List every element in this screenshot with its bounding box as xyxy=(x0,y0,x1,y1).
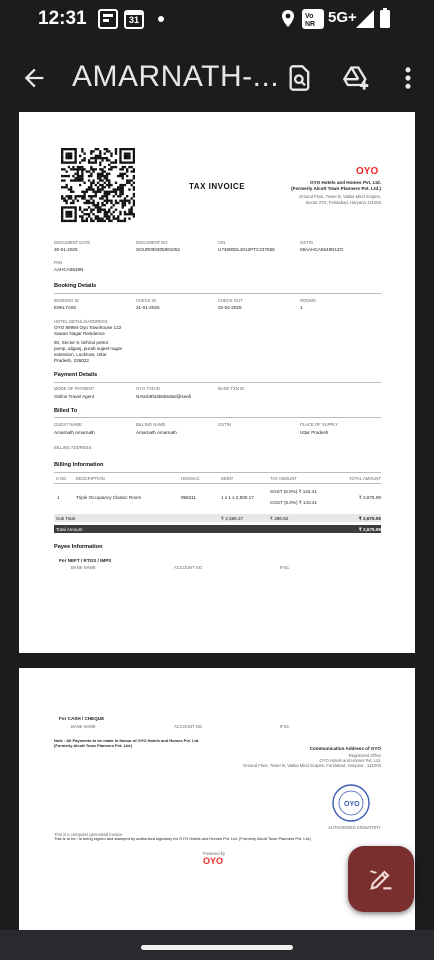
gesture-handle[interactable] xyxy=(141,945,293,950)
document-title: AMARNATH-... xyxy=(72,60,280,93)
billed-section-title: Billed To xyxy=(54,408,78,414)
notification-icon xyxy=(98,9,118,29)
billed-label-gstin: GSTIN xyxy=(218,422,231,427)
company-former-name: (Formerly Alcott Town Planners Pvt. Ltd.) xyxy=(291,186,381,191)
footer-line: This is a computer generated invoice xyxy=(54,832,123,837)
cash-col: ACCOUNT NO xyxy=(174,724,203,729)
subtotal-amount: ₹ 2,675.09 xyxy=(358,516,381,521)
row-total: ₹ 2,675.09 xyxy=(358,495,381,500)
subtotal-label: Sub Total xyxy=(56,516,76,521)
subtotal-row xyxy=(54,514,381,522)
table-header: TAX AMOUNT xyxy=(270,476,297,481)
subtotal-tax: ₹ 286.82 xyxy=(270,516,289,521)
communication-title: Communication Address of OYO xyxy=(309,746,381,751)
payment-label-bank: BANK TXN ID xyxy=(218,386,245,391)
neft-col: ACCOUNT NO xyxy=(174,565,203,570)
guest-name: Amarnath Amarnath xyxy=(54,430,95,435)
table-header: S.NO xyxy=(56,476,67,481)
row-hsn: 996311 xyxy=(181,495,196,500)
row-tax-cgst: CGST (6.0%) ₹ 143.41 xyxy=(270,500,318,505)
cash-label: For CASH / CHEQUE xyxy=(59,716,105,721)
app-bar xyxy=(0,48,434,108)
table-header: DEBIT xyxy=(221,476,234,481)
booking-section-title: Booking Details xyxy=(54,283,97,289)
payment-mode: Online Travel Agent xyxy=(54,394,95,399)
svg-text:NR: NR xyxy=(305,21,316,28)
neft-col: BANK NAME xyxy=(71,565,96,570)
billed-label-billing: BILLING NAME xyxy=(136,422,166,427)
pan-value: AAHCA5549N xyxy=(54,267,84,272)
cash-col: IFSC xyxy=(280,724,290,729)
oyo-txn-id: NA0cb8fa3b6b5d6d@seafi xyxy=(136,394,191,399)
row-debit: 1 x 1 x 2,500.17 xyxy=(221,495,254,500)
booking-label-checkin: CHECK IN xyxy=(136,298,157,303)
qr-code-icon xyxy=(61,148,135,224)
table-header: DESCRIPTION xyxy=(76,476,105,481)
company-address-2: Sector 27D, Faridabad, Haryana 121003 xyxy=(305,200,381,205)
invoice-title: TAX INVOICE xyxy=(189,182,246,191)
row-tax-sgst: SGST (6.0%) ₹ 143.41 xyxy=(270,489,317,494)
divider xyxy=(54,472,381,473)
company-address-1: Ground Floor, Tower B, Vatika Mind Scapes, xyxy=(298,194,381,199)
rooms-count: 1 xyxy=(300,305,303,310)
communication-line: Ground Floor, Tower B, Vatika Mind Scapes, Faridabad, Haryana - 121003 xyxy=(243,763,381,768)
payment-label-txn: OYO TXN ID xyxy=(136,386,161,391)
drive-add-icon[interactable] xyxy=(342,64,370,92)
edit-pen-icon xyxy=(367,865,395,893)
company-seal-icon xyxy=(331,783,371,823)
divider xyxy=(54,483,381,484)
billing-address-label: BILLING ADDRESS xyxy=(54,445,92,450)
hotel-line: 90, Sector 9, behind petrol xyxy=(54,340,108,345)
hotel-line: OYO 89994 Oyo Townhouse 122 xyxy=(54,325,122,330)
footer-line: This is to be / is being signed and stamped by authorised signatory for OYO Hotels and Homes Pvt. Ltd. (Formerly Alcott Town Planners Pvt. Ltd.) xyxy=(54,836,312,841)
meta-label-cin: CIN xyxy=(218,240,226,245)
document-date: 30-01-2025 xyxy=(54,247,78,252)
gstin-value: 09AAHCA5549N1ZG xyxy=(300,247,344,252)
cin-value: U74900DL2012PTC237655 xyxy=(218,247,275,252)
authorised-signatory: AUTHORISED SIGNATORY xyxy=(328,825,381,830)
pan-label: PAN xyxy=(54,260,63,265)
communication-line: Registered Office xyxy=(348,753,381,758)
neft-col: IFSC xyxy=(280,565,290,570)
network-type: 5G+ xyxy=(328,9,357,26)
row-description: Triple Occupancy Classic Room xyxy=(76,495,142,500)
place-of-supply: Uttar Pradesh xyxy=(300,430,329,435)
neft-label: For NEFT / RTGS / IMPS xyxy=(59,558,112,563)
vo-lte-icon xyxy=(302,9,324,29)
search-document-icon[interactable] xyxy=(286,64,314,92)
subtotal-debit: ₹ 2,388.27 xyxy=(221,516,244,521)
powered-by-label: Powered by xyxy=(203,851,226,856)
payment-label-mode: MODE OF PAYMENT xyxy=(54,386,95,391)
payee-section-title: Payee Information xyxy=(54,544,103,550)
signal-icon xyxy=(356,10,374,28)
hotel-line: pump, aliganj, purab sujeet nagar xyxy=(54,346,123,351)
hotel-details-label: HOTEL DETAILS/ADDRESS xyxy=(54,319,108,324)
edit-fab-button[interactable] xyxy=(348,846,414,912)
back-arrow-icon[interactable] xyxy=(20,64,48,92)
billing-name: Amarnath Amarnath xyxy=(136,430,177,435)
location-icon xyxy=(281,9,295,29)
battery-icon xyxy=(380,8,390,28)
divider xyxy=(54,417,381,418)
svg-text:Vo: Vo xyxy=(305,13,314,20)
meta-label-gstin: GSTIN xyxy=(300,240,313,245)
total-amount: ₹ 2,675.09 xyxy=(358,527,381,532)
company-name: OYO Hotels and Homes Pvt. Ltd. xyxy=(310,180,381,185)
booking-label-checkout: CHECK OUT xyxy=(218,298,243,303)
meta-label-date: DOCUMENT DATE xyxy=(54,240,91,245)
cash-col: BANK NAME xyxy=(71,724,96,729)
payment-note-former: (Formerly Alcott Town Planners Pvt. Ltd.) xyxy=(54,743,133,748)
communication-line: OYO Hotels and Homes Pvt. Ltd. xyxy=(319,758,381,763)
hotel-line: extension, Lucknow, Uttar xyxy=(54,352,107,357)
hotel-line: Sawan Nagar Residence xyxy=(54,331,105,336)
hotel-line: Pradesh, 226022 xyxy=(54,358,89,363)
booking-id: E9KL7A06 xyxy=(54,305,76,310)
svg-text:OYO: OYO xyxy=(344,801,360,808)
table-header: TOTAL AMOUNT xyxy=(348,476,381,481)
invoice-page-1[interactable] xyxy=(19,112,415,653)
dot-icon xyxy=(158,16,164,22)
status-bar xyxy=(0,0,434,40)
total-row xyxy=(54,525,381,533)
check-out-date: 02-02-2025 xyxy=(218,305,242,310)
billing-section-title: Billing Information xyxy=(54,462,104,468)
oyo-footer-logo: OYO xyxy=(203,856,224,866)
status-time: 12:31 xyxy=(38,8,87,29)
table-header: HSN/SAC xyxy=(181,476,200,481)
billed-label-place: PLACE OF SUPPLY xyxy=(300,422,339,427)
calendar-day: 31 xyxy=(129,15,140,25)
row-sno: 1 xyxy=(57,495,60,500)
document-number: SOUR090305891052 xyxy=(136,247,180,252)
divider xyxy=(54,293,381,294)
billed-label-guest: GUEST NAME xyxy=(54,422,82,427)
total-label: Total Amount xyxy=(56,527,83,532)
divider xyxy=(54,382,381,383)
payment-note: Note : All Payments to be made in favour of OYO Hotels and Homes Pvt. Ltd. xyxy=(54,738,200,743)
booking-label-rooms: ROOMS xyxy=(300,298,316,303)
check-in-date: 31-01-2025 xyxy=(136,305,160,310)
more-vert-icon[interactable] xyxy=(394,64,422,92)
oyo-logo: OYO xyxy=(356,166,379,177)
payment-section-title: Payment Details xyxy=(54,372,98,378)
booking-label-id: BOOKING ID xyxy=(54,298,79,303)
meta-label-docno: DOCUMENT NO xyxy=(136,240,168,245)
